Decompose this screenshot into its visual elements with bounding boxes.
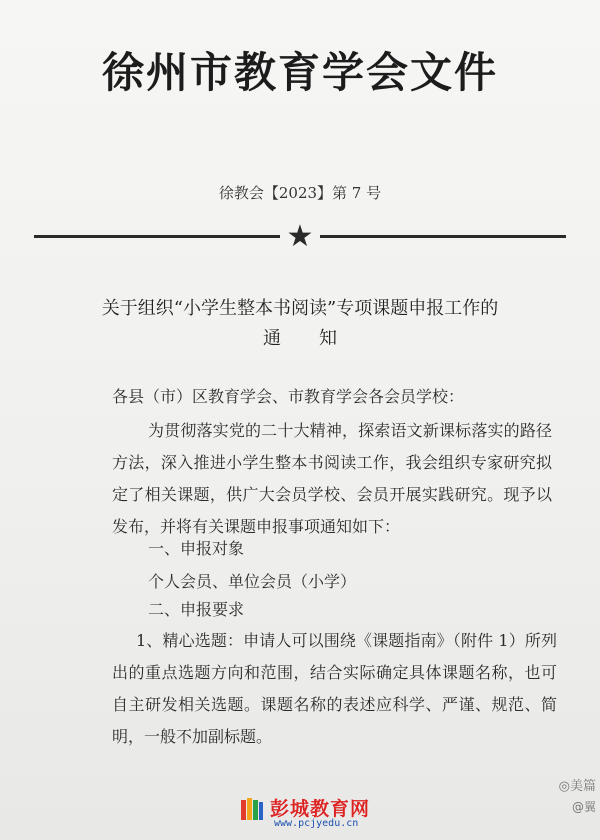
star-icon: ★ xyxy=(286,219,314,254)
book-logo-icon xyxy=(240,796,264,824)
section2-heading: 二、申报要求 xyxy=(148,600,245,619)
notice-title xyxy=(0,294,600,354)
header-divider xyxy=(30,219,570,254)
author-watermark: @翼 xyxy=(571,800,596,814)
divider-line-right xyxy=(320,235,566,238)
meipian-watermark: ◎美篇 xyxy=(558,779,596,794)
section1-heading: 一、申报对象 xyxy=(148,539,245,558)
notice-title-line1: 关于组织“小学生整本书阅读”专项课题申报工作的 xyxy=(101,298,499,319)
org-header-title: 徐州市教育学会文件 xyxy=(101,48,498,97)
intro-paragraph: 为贯彻落实党的二十大精神，探索语文新课标落实的路径方法，深入推进小学生整本书阅读工作，我会组织专家研究拟定了相关课题，供广大会员学校、会员开展实践研究。现予以发布，并将有关课题申报事项通知如下： xyxy=(112,421,552,536)
divider-line-left xyxy=(34,235,280,238)
site-url: www.pcjyedu.cn xyxy=(274,818,359,829)
section2-paragraph: 1、精心选题：申请人可以围绕《课题指南》（附件 1）所列出的重点选题方向和范围，结合实际确定具体课题名称，也可自主研发相关选题。课题名称的表述应科学、严谨、规范、简明，一般不加副标题。 xyxy=(112,631,557,746)
section1-text: 个人会员、单位会员（小学） xyxy=(148,572,357,591)
site-logo xyxy=(240,794,380,838)
notice-title-line2: 通知 xyxy=(263,328,375,349)
document-number: 徐教会【2023】第 7 号 xyxy=(218,184,382,202)
site-name: 彭城教育网 xyxy=(270,798,371,820)
salutation: 各县（市）区教育学会、市教育学会各会员学校： xyxy=(112,387,465,406)
